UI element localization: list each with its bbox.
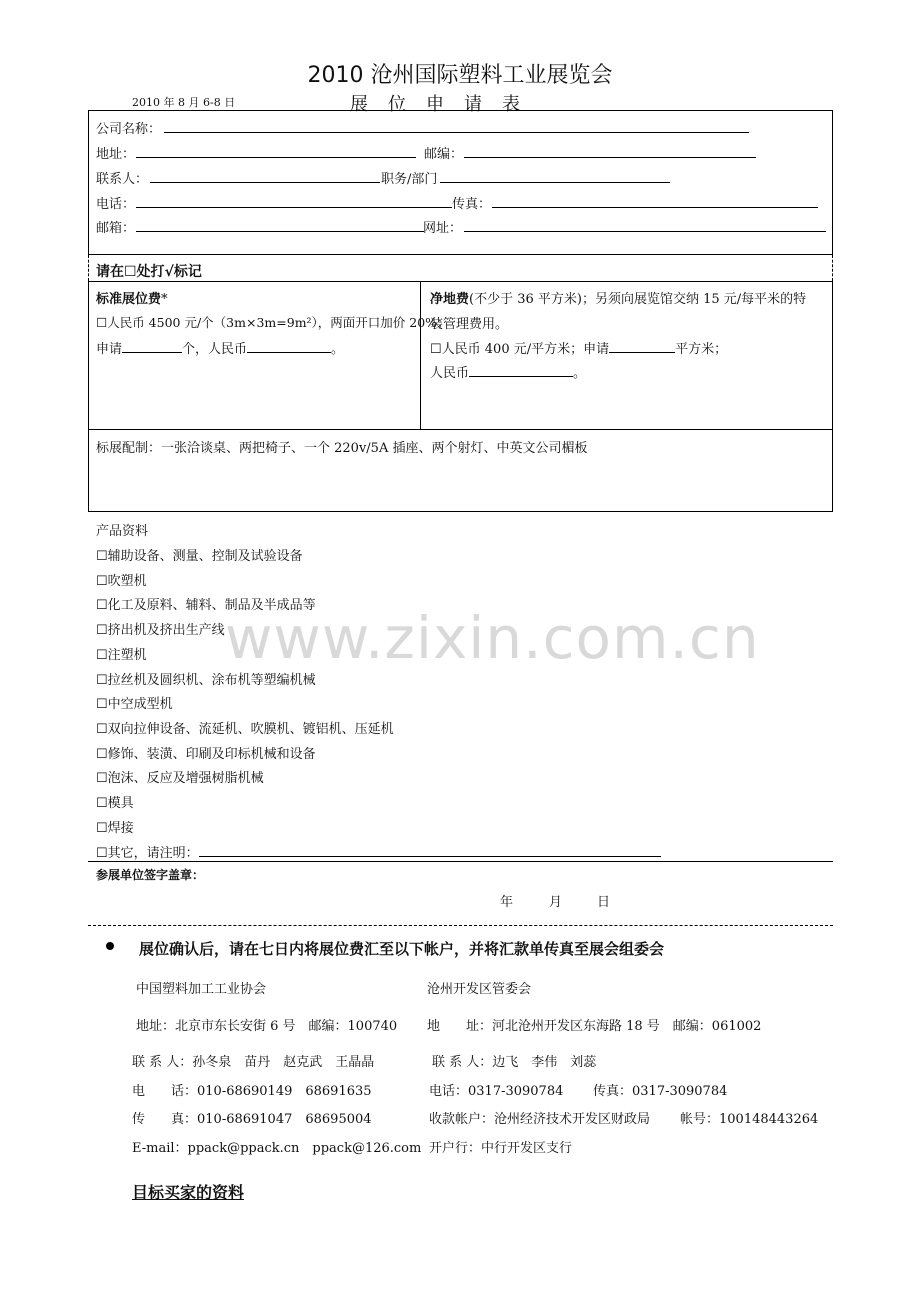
right-address: 地 址：河北沧州开发区东海路 18 号 邮编：061002 [427,1019,762,1034]
product-other-field[interactable] [199,844,661,857]
raw-space-title: 净地费(不少于 36 平方米)；另须向展览馆交纳 15 元/每平米的特 [430,292,807,307]
zip-label: 邮编： [424,147,464,162]
payment-notice: 展位确认后，请在七日内将展位费汇至以下帐户，并将汇款单传真至展会组委会 [139,940,665,958]
watermark: www.zixin.com.cn [225,604,760,672]
signature-divider [88,925,833,926]
website-field[interactable] [464,231,826,232]
signature-day: 日 [597,895,611,910]
right-account-no: 帐号：100148443264 [680,1112,819,1127]
zip-field[interactable] [464,157,756,158]
raw-area-field[interactable] [609,340,675,353]
raw-space-note: 装管理费用。 [430,317,509,332]
section-border-right [832,255,833,281]
left-phone: 电 话：010-68690149 68691635 [132,1084,372,1099]
right-bank: 开户行：中行开发区支行 [429,1141,573,1156]
product-other[interactable]: ☐其它，请注明： [96,842,661,861]
standard-qty-field[interactable] [122,340,182,353]
right-contacts: 联 系 人：边飞 李伟 刘蕊 [432,1055,597,1070]
products-heading: 产品资料 [96,524,149,539]
company-name-field[interactable] [164,132,749,133]
fax-label: 传真： [452,197,492,212]
product-checkbox-item[interactable]: ☐焊接 [96,820,134,836]
product-checkbox-item[interactable]: ☐中空成型机 [96,697,173,713]
product-checkbox-item[interactable]: ☐辅助设备、测量、控制及试验设备 [96,549,303,564]
contact-field[interactable] [150,182,380,183]
booth-fee-divider [420,281,421,430]
signature-year: 年 [500,895,514,910]
bullet-icon [106,942,114,950]
phone-label: 电话： [96,197,136,212]
standard-amount-field[interactable] [247,340,331,353]
product-checkbox-item[interactable]: ☐吹塑机 [96,573,147,589]
standard-booth-title: 标准展位费* [96,292,168,307]
phone-field[interactable] [136,207,452,208]
raw-amount-field[interactable] [469,364,573,377]
booth-equipment-divider [88,429,833,430]
email-label: 邮箱： [96,221,136,236]
section-border-left [88,255,89,281]
product-checkbox-item[interactable]: ☐拉丝机及圆织机、涂布机等塑编机械 [96,672,316,688]
contact-label: 联系人： [96,172,149,187]
left-contacts: 联 系 人：孙冬泉 苗丹 赵克武 王晶晶 [132,1055,375,1070]
standard-booth-apply: 申请 个，人民币 。 [96,342,345,357]
email-field[interactable] [136,231,424,232]
product-checkbox-item[interactable]: ☐化工及原料、辅料、制品及半成品等 [96,598,316,614]
product-checkbox-item[interactable]: ☐双向拉伸设备、流延机、吹膜机、镀铝机、压延机 [96,721,394,737]
signature-label: 参展单位签字盖章： [96,868,205,882]
signature-month: 月 [549,895,563,910]
product-checkbox-item[interactable]: ☐注塑机 [96,647,147,663]
right-org: 沧州开发区管委会 [427,982,532,997]
raw-space-amount: 人民币 。 [430,366,587,381]
position-label: 职务/部门 [381,172,438,187]
fax-field[interactable] [492,207,818,208]
right-phone: 电话：0317-3090784 [429,1084,564,1099]
address-field[interactable] [136,157,416,158]
exhibition-date: 2010 年 8 月 6-8 日 [132,96,236,109]
position-field[interactable] [440,182,670,183]
right-account-holder: 收款帐户：沧州经济技术开发区财政局 [429,1112,651,1127]
left-fax: 传 真：010-68691047 68695004 [132,1112,372,1127]
left-org: 中国塑料加工工业协会 [136,982,267,997]
website-label: 网址： [423,221,463,236]
target-buyers-heading: 目标买家的资料 [132,1183,245,1202]
company-name-label: 公司名称： [96,122,162,137]
standard-booth-price[interactable]: ☐人民币 4500 元/个（3m×3m=9m²），两面开口加价 20%； [96,315,450,330]
form-subtitle: 展位申请表 [350,94,540,115]
left-email: E-mail：ppack@ppack.cn ppack@126.com [132,1141,422,1156]
standard-booth-equipment: 标展配制：一张洽谈桌、两把椅子、一个 220v/5A 插座、两个射灯、中英文公司楣板 [96,441,588,456]
address-label: 地址： [96,147,136,162]
checkbox-instruction: 请在☐处打√标记 [96,264,202,280]
product-checkbox-item[interactable]: ☐模具 [96,796,134,811]
product-checkbox-item[interactable]: ☐修饰、装潢、印刷及印标机械和设备 [96,746,316,762]
left-address: 地址：北京市东长安街 6 号 邮编：100740 [136,1019,398,1034]
product-checkbox-item[interactable]: ☐泡沫、反应及增强树脂机械 [96,771,264,787]
raw-space-price[interactable]: ☐人民币 400 元/平方米；申请 平方米； [430,342,728,357]
page-title: 2010 沧州国际塑料工业展览会 [307,63,613,88]
product-checkbox-item[interactable]: ☐挤出机及挤出生产线 [96,623,225,639]
products-divider [88,861,833,862]
right-fax: 传真：0317-3090784 [593,1084,728,1099]
